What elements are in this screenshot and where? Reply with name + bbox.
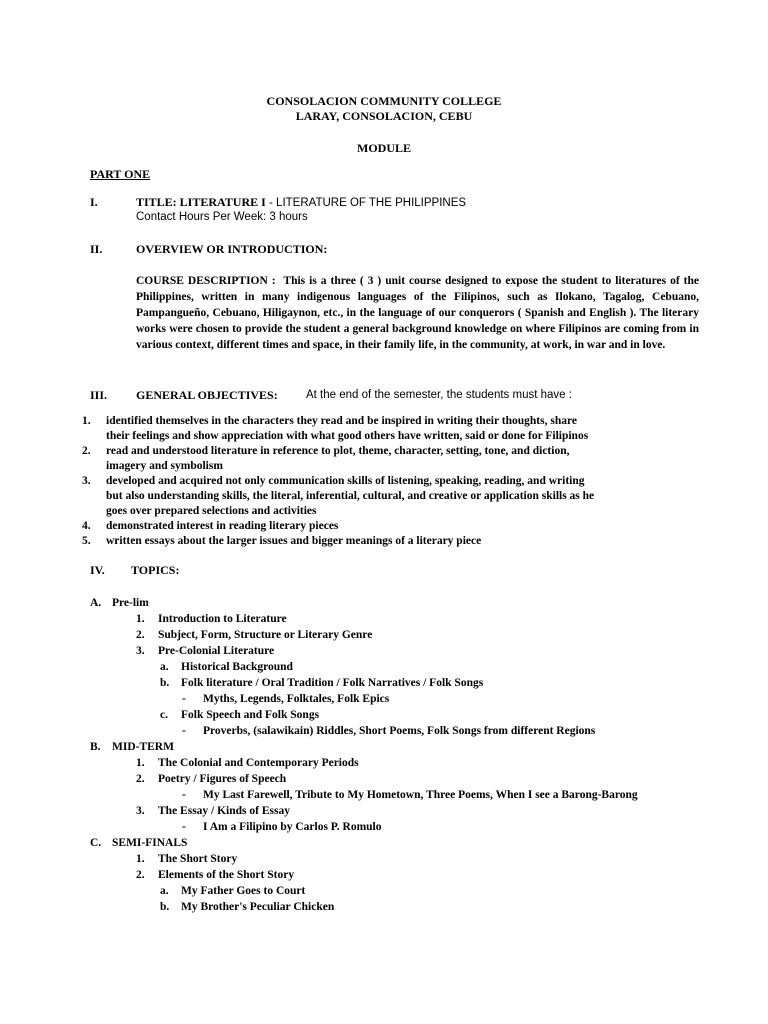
topic-item: The Short Story xyxy=(158,853,238,865)
section-3-heading: GENERAL OBJECTIVES: xyxy=(136,388,278,402)
part-one-heading: PART ONE xyxy=(90,167,151,181)
section-1-number: I. xyxy=(90,195,98,209)
topic-item: Pre-Colonial Literature xyxy=(158,645,275,657)
objective-number: 5. xyxy=(82,535,91,547)
objective-number: 4. xyxy=(82,520,91,532)
topic-item: Historical Background xyxy=(181,661,293,673)
topic-marker: B. xyxy=(90,741,101,753)
topic-marker: 3. xyxy=(136,805,145,817)
topic-item: My Last Farewell, Tribute to My Hometown, Three Poems, When I see a Barong-Barong xyxy=(203,789,638,801)
course-description-text: This is a three ( 3 ) unit course designed to expose the student to literatures of the Philippines, written in many indigenous languages of the Filipinos, such as Ilokano, Tagalog, Cebuano, Pampangueño, Cebuano, Hiligaynon, etc., in the language of our conquerors ( Spanish and English ). The literary works were chosen to provide the student a general background knowledge on where Filipinos are coming from in various context, different times and space, in their family life, in the community, at work, in war and in love. xyxy=(136,275,700,351)
objective-line: goes over prepared selections and activities xyxy=(106,505,317,517)
topic-item: Poetry / Figures of Speech xyxy=(158,773,287,785)
course-description xyxy=(136,273,699,353)
objective-line: developed and acquired not only communication skills of listening, speaking, reading, and writing xyxy=(106,475,585,487)
topic-item: My Brother's Peculiar Chicken xyxy=(181,901,335,913)
topic-marker: 2. xyxy=(136,629,145,641)
topic-marker: a. xyxy=(160,885,169,897)
topic-item: I Am a Filipino by Carlos P. Romulo xyxy=(203,821,382,833)
objective-number: 1. xyxy=(82,415,91,427)
topic-marker: 1. xyxy=(136,613,145,625)
topic-marker: C. xyxy=(90,837,102,849)
section-3-number: III. xyxy=(90,388,108,402)
objective-line: but also understanding skills, the literal, inferential, cultural, and creative or application skills as he xyxy=(106,490,595,502)
topic-item: The Colonial and Contemporary Periods xyxy=(158,757,359,769)
objective-line: identified themselves in the characters they read and be inspired in writing their thoughts, share xyxy=(106,415,577,427)
objective-line: read and understood literature in reference to plot, theme, character, setting, tone, and diction, xyxy=(106,445,570,457)
course-description-label: COURSE DESCRIPTION : xyxy=(136,275,276,287)
topic-marker: 1. xyxy=(136,757,145,769)
topic-marker: - xyxy=(182,725,186,737)
objective-number: 3. xyxy=(82,475,91,487)
section-2-number: II. xyxy=(90,242,103,256)
topic-marker: 2. xyxy=(136,773,145,785)
objective-line: written essays about the larger issues and bigger meanings of a literary piece xyxy=(106,535,482,547)
topic-marker: b. xyxy=(160,677,170,689)
topic-item: Subject, Form, Structure or Literary Genre xyxy=(158,629,373,641)
topic-item: Folk Speech and Folk Songs xyxy=(181,709,320,721)
module-title: MODULE xyxy=(357,141,411,155)
objective-number: 2. xyxy=(82,445,91,457)
topic-marker: b. xyxy=(160,901,170,913)
topic-marker: A. xyxy=(90,597,102,609)
topic-item: Proverbs, (salawikain) Riddles, Short Poems, Folk Songs from different Regions xyxy=(203,725,596,737)
topic-item: The Essay / Kinds of Essay xyxy=(158,805,290,817)
college-name: CONSOLACION COMMUNITY COLLEGE xyxy=(266,94,502,108)
objective-line: demonstrated interest in reading literary pieces xyxy=(106,520,339,532)
topic-item: Elements of the Short Story xyxy=(158,869,295,881)
topic-marker: 3. xyxy=(136,645,145,657)
topic-item: MID-TERM xyxy=(112,741,174,753)
topic-marker: 2. xyxy=(136,869,145,881)
topic-item: Pre-lim xyxy=(112,597,149,609)
title-label: TITLE: LITERATURE I xyxy=(136,195,266,209)
topic-marker: a. xyxy=(160,661,169,673)
college-address: LARAY, CONSOLACION, CEBU xyxy=(295,109,473,123)
topic-marker: 1. xyxy=(136,853,145,865)
topic-item: My Father Goes to Court xyxy=(181,885,306,897)
topic-item: Folk literature / Oral Tradition / Folk Narratives / Folk Songs xyxy=(181,677,484,689)
section-4-heading: TOPICS: xyxy=(131,563,180,577)
objective-line: imagery and symbolism xyxy=(106,460,223,472)
topic-item: SEMI-FINALS xyxy=(112,837,188,849)
objectives-intro: At the end of the semester, the students must have : xyxy=(306,389,572,401)
contact-hours: Contact Hours Per Week: 3 hours xyxy=(136,211,308,223)
topic-marker: - xyxy=(182,821,186,833)
title-rest: - LITERATURE OF THE PHILIPPINES xyxy=(265,197,467,209)
topic-marker: c. xyxy=(160,709,168,721)
objective-line: their feelings and show appreciation with what good others have written, said or done for Filipinos xyxy=(106,430,589,442)
topic-item: Introduction to Literature xyxy=(158,613,287,625)
section-2-heading: OVERVIEW OR INTRODUCTION: xyxy=(136,242,328,256)
section-1-title xyxy=(136,195,466,210)
section-4-number: IV. xyxy=(90,563,105,577)
topic-marker: - xyxy=(182,693,186,705)
topic-marker: - xyxy=(182,789,186,801)
topic-item: Myths, Legends, Folktales, Folk Epics xyxy=(203,693,390,705)
